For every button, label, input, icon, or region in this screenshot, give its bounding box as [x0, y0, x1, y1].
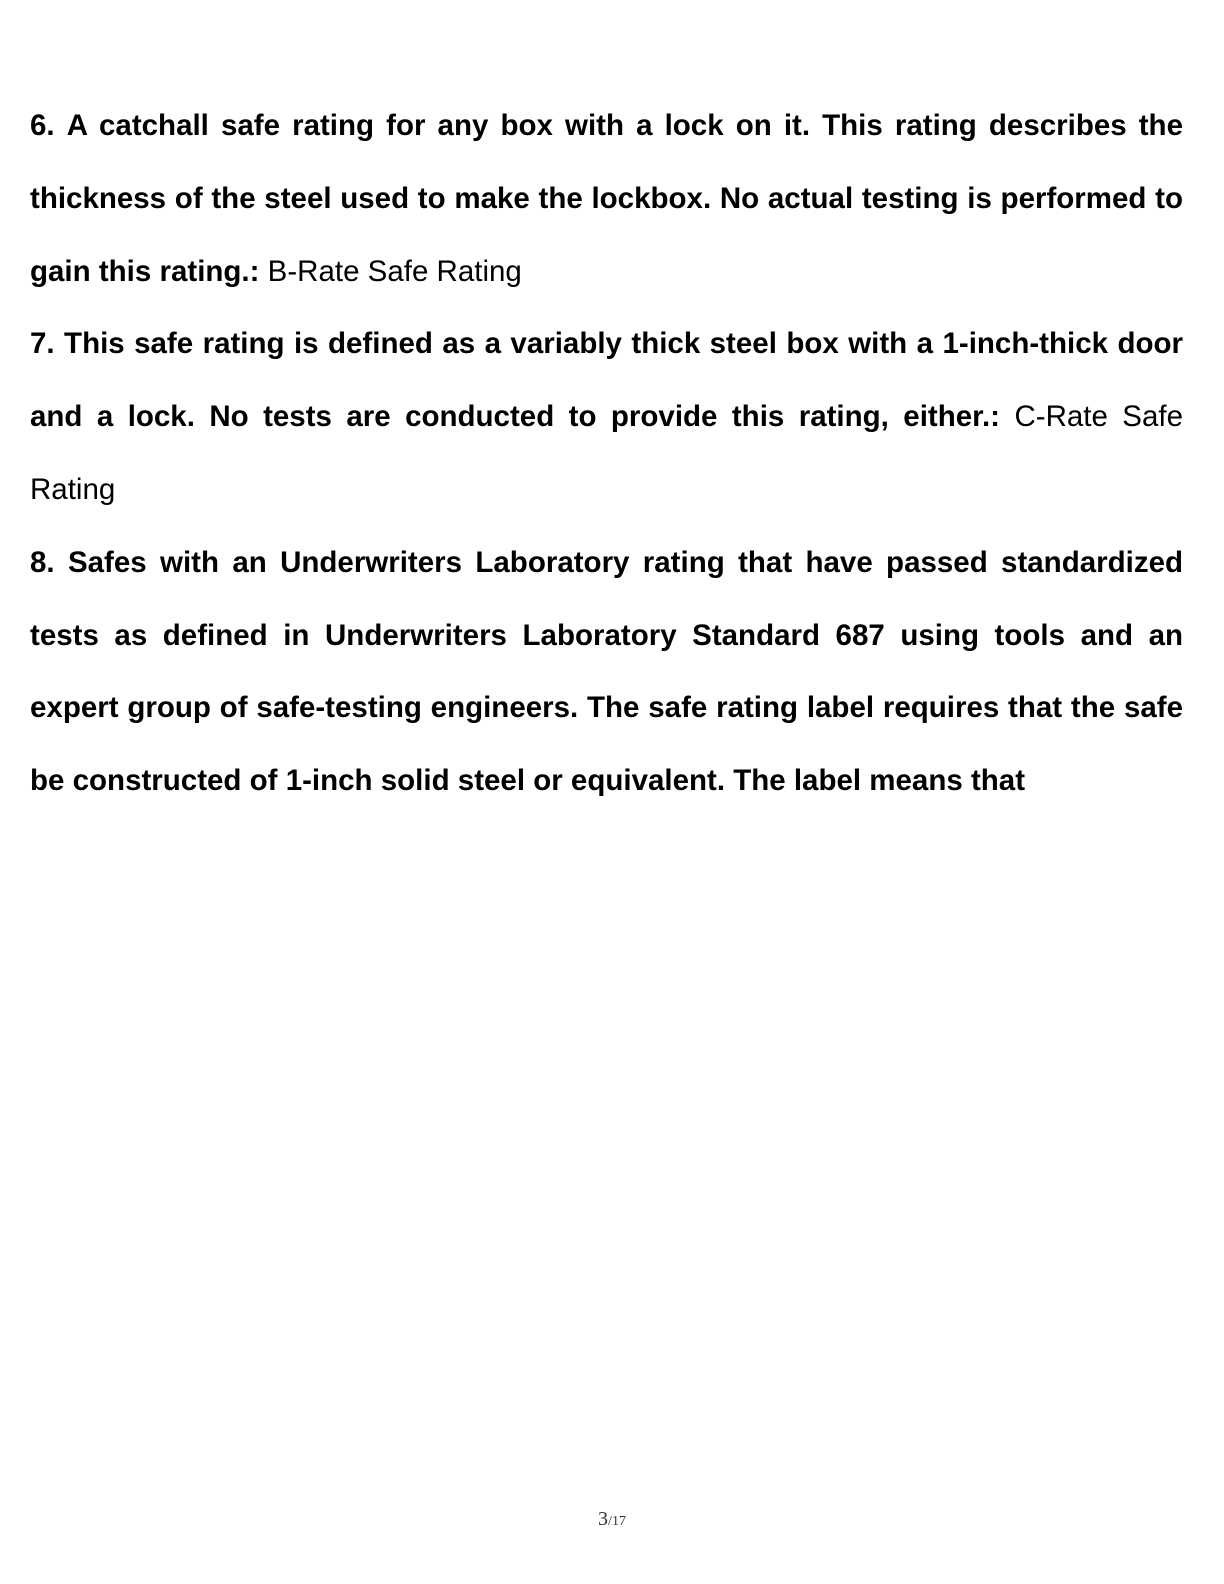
question-number: 8. — [30, 545, 55, 579]
question-number: 7. — [30, 327, 55, 361]
question-list — [30, 90, 1183, 818]
total-pages: 17 — [611, 1514, 626, 1529]
answer-text: B-Rate Safe Rating — [267, 254, 522, 288]
answer-text: C-Rate Safe Rating — [30, 400, 1183, 506]
question-item-8 — [30, 527, 1183, 818]
page-separator: / — [608, 1514, 612, 1529]
question-text: A catchall safe rating for any box with a lock on it. This rating describes the thickness of the steel used to make the lockbox. No actual testing is performed to gain this rating.: — [30, 109, 1183, 288]
current-page: 3 — [598, 1508, 609, 1530]
page-number — [0, 1508, 1224, 1531]
question-item-7 — [30, 308, 1183, 526]
question-text: This safe rating is defined as a variably thick steel box with a 1-inch-thick door and a lock. No tests are conducted to provide this rating, either.: — [30, 327, 1183, 434]
question-text: Safes with an Underwriters Laboratory rating that have passed standardized tests as defined in Underwriters Laboratory Standard 687 using tools and an expert group of safe-testing engineers. The safe rating label requires that the safe be constructed of 1-inch solid steel or equivalent. The label means that — [30, 545, 1184, 798]
question-number: 6. — [30, 109, 55, 142]
question-item-6 — [30, 90, 1183, 308]
